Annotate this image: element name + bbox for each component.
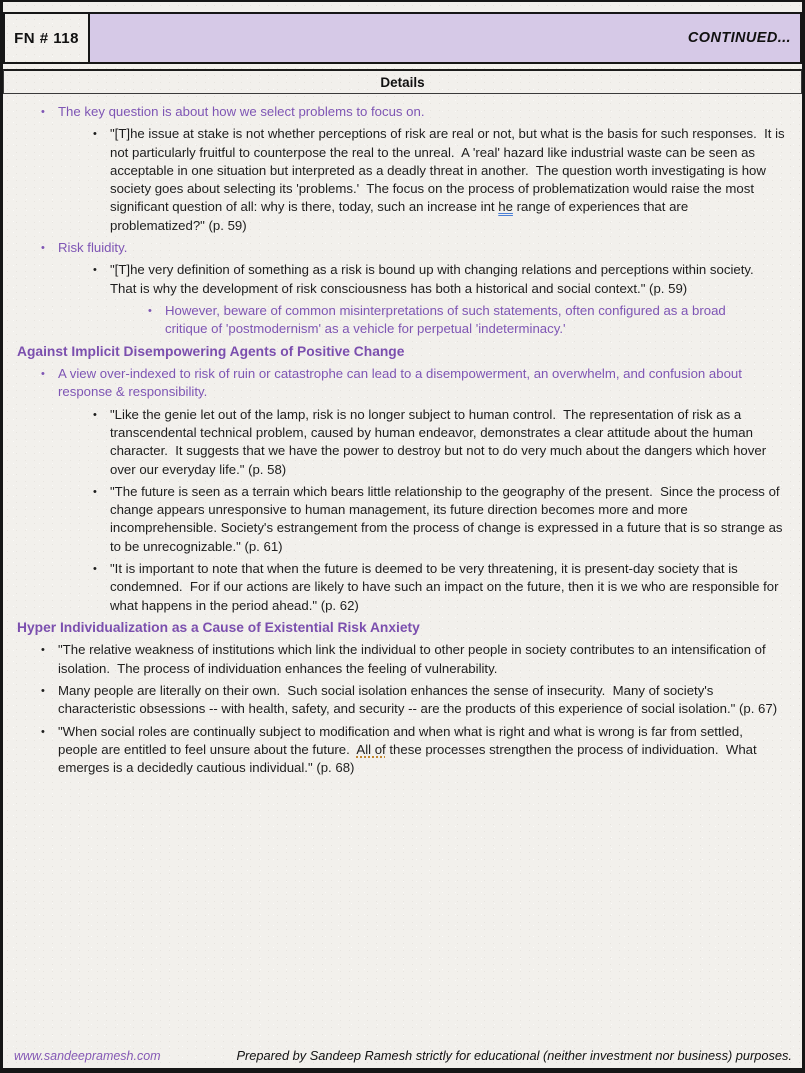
quote-bullet-item (3, 723, 802, 778)
bullet-icon: • (93, 128, 97, 141)
bullet-text: Risk fluidity. (58, 240, 128, 256)
bullet-icon: • (93, 264, 97, 277)
bullet-icon: • (41, 725, 45, 738)
quote-bullet-item (3, 406, 802, 479)
continued-banner (88, 12, 802, 64)
bullet-icon: • (148, 304, 152, 317)
bullet-icon: • (93, 485, 97, 498)
bullet-icon: • (41, 242, 45, 255)
quote-text-pre: "When social roles are continually subject to modification and when what is right and what is wrong is far from settled, people are entitled to feel unsure about the future. (58, 723, 747, 757)
details-section-header (3, 69, 802, 94)
quote-bullet-item (3, 682, 802, 719)
footnote-number-label: FN # 118 (14, 29, 79, 47)
header-row (3, 12, 802, 64)
bullet-icon: • (41, 368, 45, 381)
bullet-text: However, beware of common misinterpretations of such statements, often configured as a broad critique of 'postmodernism' as a vehicle for perpetual 'indeterminacy.' (165, 302, 730, 337)
disclaimer-text: Prepared by Sandeep Ramesh strictly for educational (neither investment nor business) purposes. (236, 1048, 792, 1063)
quote-text-pre: "[T]he issue at stake is not whether perceptions of risk are real or not, but what is the basis for such responses. It is not particularly fruitful to counterpose the real to the unreal. A 'real' hazard like industrial waste can be seen as acceptable in one situation but interpreted as a deadly threat in another. The question worth investigating is how society goes about selecting its 'problems.' The focus on the process of problematization would raise the most significant question of all: why is there, today, such an increase int (110, 126, 789, 215)
spellcheck-marked-phrase: All of (356, 741, 386, 757)
quote-bullet-item (3, 483, 802, 556)
quote-bullet-item (3, 641, 802, 678)
quote-bullet-item (3, 560, 802, 615)
bullet-icon: • (41, 644, 45, 657)
quote-bullet-item (3, 125, 802, 235)
details-title: Details (380, 74, 425, 90)
quote-text: "The relative weakness of institutions which link the individual to other people in society contributes to an intensification of isolation. The process of individuation enhances the feeling of vulnerability. (58, 642, 770, 676)
details-content (3, 94, 802, 778)
quote-bullet-item (3, 261, 802, 298)
bullet-icon: • (41, 106, 45, 118)
bullet-text: A view over-indexed to risk of ruin or catastrophe can lead to a disempowerment, an overwhelm, and confusion about response & responsibility. (58, 366, 746, 400)
grammar-check-marked-word: he (498, 199, 513, 215)
bullet-text: The key question is about how we select problems to focus on. (58, 104, 425, 119)
quote-text-post: range of experiences that are problematized?" (p. 59) (110, 199, 692, 233)
website-url: www.sandeepramesh.com (14, 1049, 161, 1063)
bullet-icon: • (41, 685, 45, 698)
bullet-item (3, 103, 802, 121)
sub-note-bullet-item (3, 302, 802, 339)
footnote-number-box (3, 12, 90, 64)
quote-text: "Like the genie let out of the lamp, risk is no longer subject to human control. The representation of risk as a transcendental technical problem, caused by human endeavor, demonstrates a clear attitude about the human character. It suggests that we have the power to destroy but not to do very much about the dangers which hover over our everyday life." (p. 58) (110, 406, 770, 477)
quote-text: "The future is seen as a terrain which bears little relationship to the geography of the present. Since the process of change appears unresponsive to human management, its future direction becomes more and more incomprehensible. Society's estrangement from the process of change is expressed in a future that is so strange as to be unrecognizable." (p. 61) (110, 483, 787, 554)
bullet-icon: • (93, 563, 97, 576)
quote-text: "It is important to note that when the future is deemed to be very threatening, it is present-day society that is condemned. For if our actions are likely to have such an impact on the future, then it is we who are responsible for what happens in the period ahead." (p. 62) (110, 561, 783, 613)
bullet-icon: • (93, 408, 97, 421)
bullet-item (3, 365, 802, 402)
quote-text: Many people are literally on their own. Such social isolation enhances the sense of insecurity. Many of society's characteristic obsessions -- with health, safety, and security -- are the products of this experience of social isolation." (p. 67) (58, 683, 778, 717)
footer (3, 1048, 802, 1063)
section-heading-hyper-individualization: Hyper Individualization as a Cause of Existential Risk Anxiety (17, 619, 420, 635)
quote-text-post: these processes strengthen the process of individuation. What emerges is a decidedly cautious individual." (p. 68) (58, 741, 761, 776)
bullet-item (3, 239, 802, 257)
quote-text: "[T]he very definition of something as a risk is bound up with changing relations and perceptions within society. That is why the development of risk consciousness has both a historical and social context." (p. 59) (110, 262, 761, 296)
section-heading-disempowering-agents: Against Implicit Disempowering Agents of Positive Change (17, 343, 405, 359)
continued-label: CONTINUED... (687, 30, 791, 46)
